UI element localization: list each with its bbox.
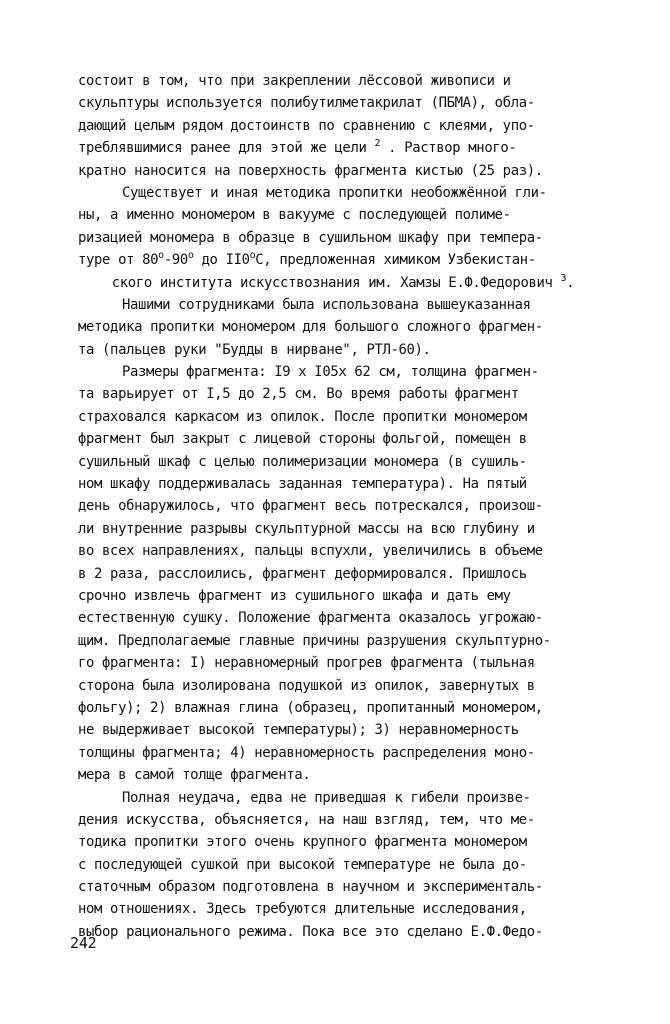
text-line: сушильный шкаф с целью полимеризации мономера (в сушиль- (78, 453, 527, 470)
text-line: ны, а именно мономером в вакууме с последующей полиме- (78, 207, 511, 224)
text-line: кратно наносится на поверхность фрагмента кистью (25 раз). (78, 162, 543, 179)
text-line: ном шкафу поддерживалась заданная температура). На пятый (78, 476, 527, 493)
body-text (78, 70, 608, 943)
text-line: дающий целым рядом достоинств по сравнению с клеями, упо- (78, 117, 535, 134)
text-line: мера в самой толще фрагмента. (78, 767, 311, 784)
text-line: не выдерживает высокой температуры); 3) неравномерность (78, 722, 519, 739)
footnote-marker: 3 (560, 272, 567, 284)
degree-mark: о (249, 250, 256, 262)
degree-mark: о (158, 250, 164, 262)
text-line: в 2 раза, расслоились, фрагмент деформировался. Пришлось (78, 565, 527, 582)
text-line: методика пропитки мономером для большого сложного фрагмен- (78, 319, 543, 336)
text-line: сторона была изолирована подушкой из опилок, завернутых в (78, 677, 535, 694)
text-line: ского института искусствознания им. Хамзы Е.Ф.Федорович $^3$. (111, 272, 575, 291)
paragraph-first-line: Нашими сотрудниками была использована вышеуказанная (122, 296, 531, 313)
text-line: ном отношениях. Здесь требуются длительные исследования, (78, 901, 527, 918)
text-line: во всех направлениях, пальцы вспухли, увеличились в объеме (78, 543, 543, 560)
text-line: выбор рационального режима. Пока все это сделано Е.Ф.Федо- (78, 923, 543, 940)
text-line: щим. Предполагаемые главные причины разрушения скульптурно- (78, 632, 551, 649)
text-line: естественную сушку. Положение фрагмента оказалось угрожаю- (78, 610, 543, 627)
text-line: го фрагмента: I) неравномерный прогрев фрагмента (тыльная (78, 655, 535, 672)
text-segment: . Раствор много- (380, 140, 517, 157)
text-line: фольгу); 2) влажная глина (образец, пропитанный мономером, (78, 699, 543, 716)
text-line: фрагмент был закрыт с лицевой стороны фольгой, помещен в (78, 431, 527, 448)
text-line: страховался каркасом из опилок. После пропитки мономером (78, 408, 527, 425)
text-segment: туре от 80 (78, 252, 159, 269)
paragraph-first-line: Размеры фрагмента: I9 х I05х 62 см, толщина фрагмен- (122, 364, 539, 381)
text-line: состоит в том, что при закреплении лёссовой живописи и (78, 73, 511, 89)
text-segment: С, предложенная химиком Узбекистан- (255, 252, 536, 269)
text-line: тодика пропитки этого очень крупного фрагмента мономером (78, 834, 527, 851)
text-segment: треблявшимися ранее для этой же цели (78, 140, 367, 157)
text-line: ли внутренние разрывы скульптурной массы на всю глубину и (78, 520, 535, 537)
text-line: срочно извлечь фрагмент из сушильного шкафа и дать ему (78, 587, 511, 604)
text-line: день обнаружилось, что фрагмент весь потрескался, произош- (78, 498, 543, 515)
text-line: толщины фрагмента; 4) неравномерность распределения моно- (78, 744, 535, 761)
text-segment: ского института искусствознания им. Хамзы Е.Ф.Федорович (111, 274, 553, 291)
text-line (78, 249, 608, 271)
text-line: статочным образом подготовлена в научном и эксперименталь- (78, 879, 543, 896)
page-number: 242 (70, 934, 97, 952)
degree-mark: о (187, 250, 194, 262)
text-line: ризацией мономера в образце в сушильном шкафу при темпера- (78, 229, 543, 246)
text-line: скульптуры используется полибутилметакрилат (ПБМА), обла- (78, 95, 535, 112)
text-line: та варьирует от I,5 до 2,5 см. Во время работы фрагмент (78, 386, 519, 403)
text-segment: до II0 (193, 252, 250, 269)
footnote-marker: 2 (374, 138, 381, 150)
text-line: с последующей сушкой при высокой температуре не была до- (78, 856, 527, 873)
paragraph-first-line: Полная неудача, едва не приведшая к гибели произве- (122, 789, 531, 806)
text-line: дения искусства, объясняется, на наш взгляд, тем, что ме- (78, 811, 535, 828)
paragraph-first-line: Существует и иная методика пропитки необожжённой гли- (122, 184, 547, 201)
text-line: та (пальцев руки "Будды в нирване", РТЛ-60). (78, 341, 431, 358)
text-segment: -90 (163, 252, 188, 269)
text-line (78, 137, 608, 159)
